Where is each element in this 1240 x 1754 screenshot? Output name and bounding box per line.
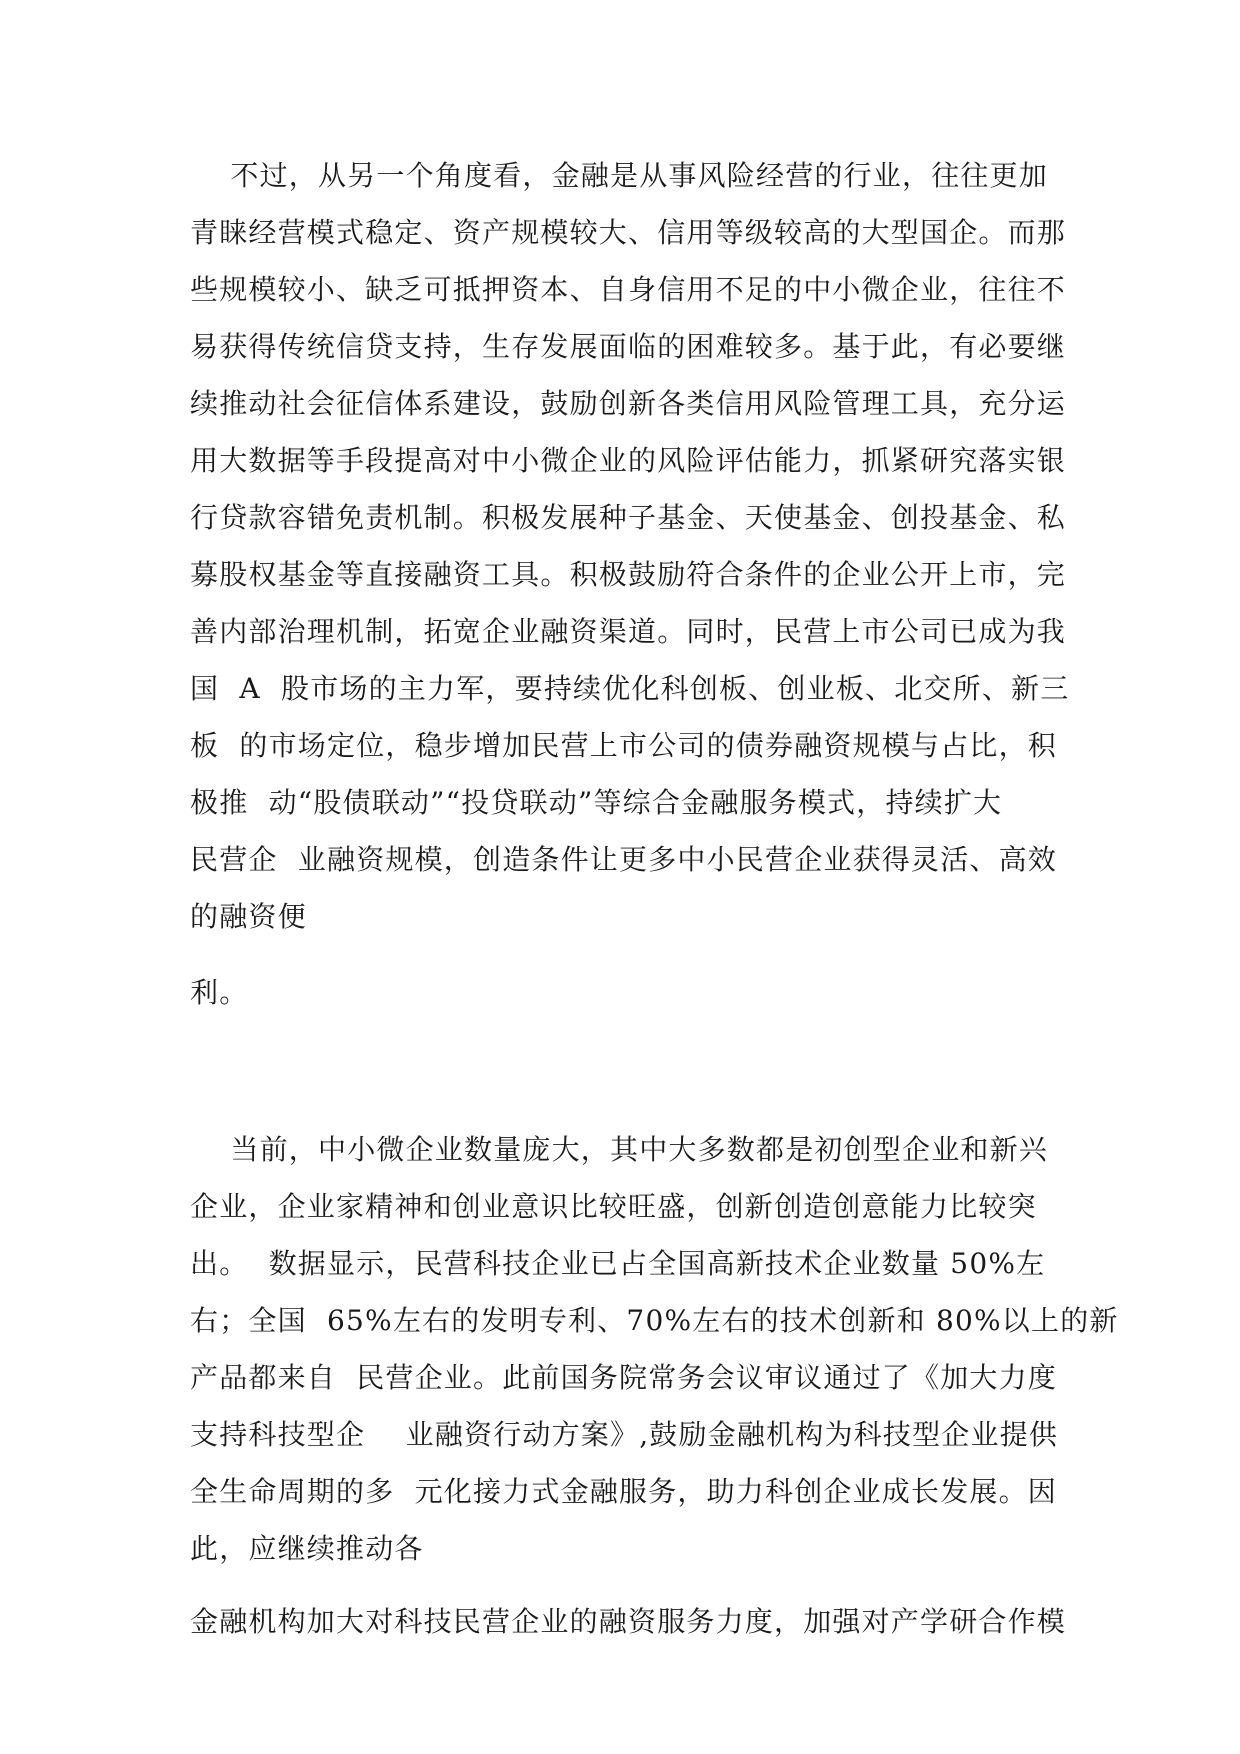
text-line: 善内部治理机制，拓宽企业融资渠道。同时，民营上市公司已成为我: [190, 615, 1067, 648]
text-line: 的融资便: [190, 900, 307, 933]
text-line: 青睐经营模式稳定、资产规模较大、信用等级较高的大型国企。而那: [190, 216, 1067, 249]
text-line: 出。 数据显示，民营科技企业已占全国高新技术企业数量 50%左: [190, 1247, 1046, 1280]
text-line: 金融机构加大对科技民营企业的融资服务力度，加强对产学研合作模: [190, 1605, 1067, 1638]
text-line: 续推动社会征信体系建设，鼓励创新各类信用风险管理工具，充分运: [190, 387, 1067, 420]
text-line: 支持科技型企 业融资行动方案》,鼓励金融机构为科技型企业提供: [190, 1418, 1059, 1451]
text-line: 不过，从另一个角度看，金融是从事风险经营的行业，往往更加: [190, 159, 1049, 192]
text-line: 此，应继续推动各: [190, 1532, 424, 1565]
text-line: 行贷款容错免责机制。积极发展种子基金、天使基金、创投基金、私: [190, 501, 1067, 534]
text-line: 易获得传统信贷支持，生存发展面临的困难较多。基于此，有必要继: [190, 330, 1067, 363]
text-line: 募股权基金等直接融资工具。积极鼓励符合条件的企业公开上市，完: [190, 558, 1067, 591]
text-line: 国 A 股市场的主力军，要持续优化科创板、创业板、北交所、新三: [190, 672, 1070, 705]
text-line: 利。: [190, 976, 249, 1009]
text-line: 板 的市场定位，稳步增加民营上市公司的债券融资规模与占比，积: [190, 729, 1058, 762]
text-line: 当前，中小微企业数量庞大，其中大多数都是初创型企业和新兴: [190, 1133, 1049, 1166]
text-line: 右；全国 65%左右的发明专利、70%左右的技术创新和 80%以上的新: [190, 1304, 1119, 1337]
text-line: 极推 动“股债联动”“投贷联动”等综合金融服务模式，持续扩大: [190, 786, 1003, 819]
text-line: 用大数据等手段提高对中小微企业的风险评估能力，抓紧研究落实银: [190, 444, 1067, 477]
text-line: 全生命周期的多 元化接力式金融服务，助力科创企业成长发展。因: [190, 1475, 1058, 1508]
text-line: 些规模较小、缺乏可抵押资本、自身信用不足的中小微企业，往往不: [190, 273, 1067, 306]
text-line: 产品都来自 民营企业。此前国务院常务会议审议通过了《加大力度: [190, 1361, 1058, 1394]
text-line: 企业，企业家精神和创业意识比较旺盛，创新创造创意能力比较突: [190, 1190, 1037, 1223]
text-line: 民营企 业融资规模，创造条件让更多中小民营企业获得灵活、高效: [190, 843, 1058, 876]
